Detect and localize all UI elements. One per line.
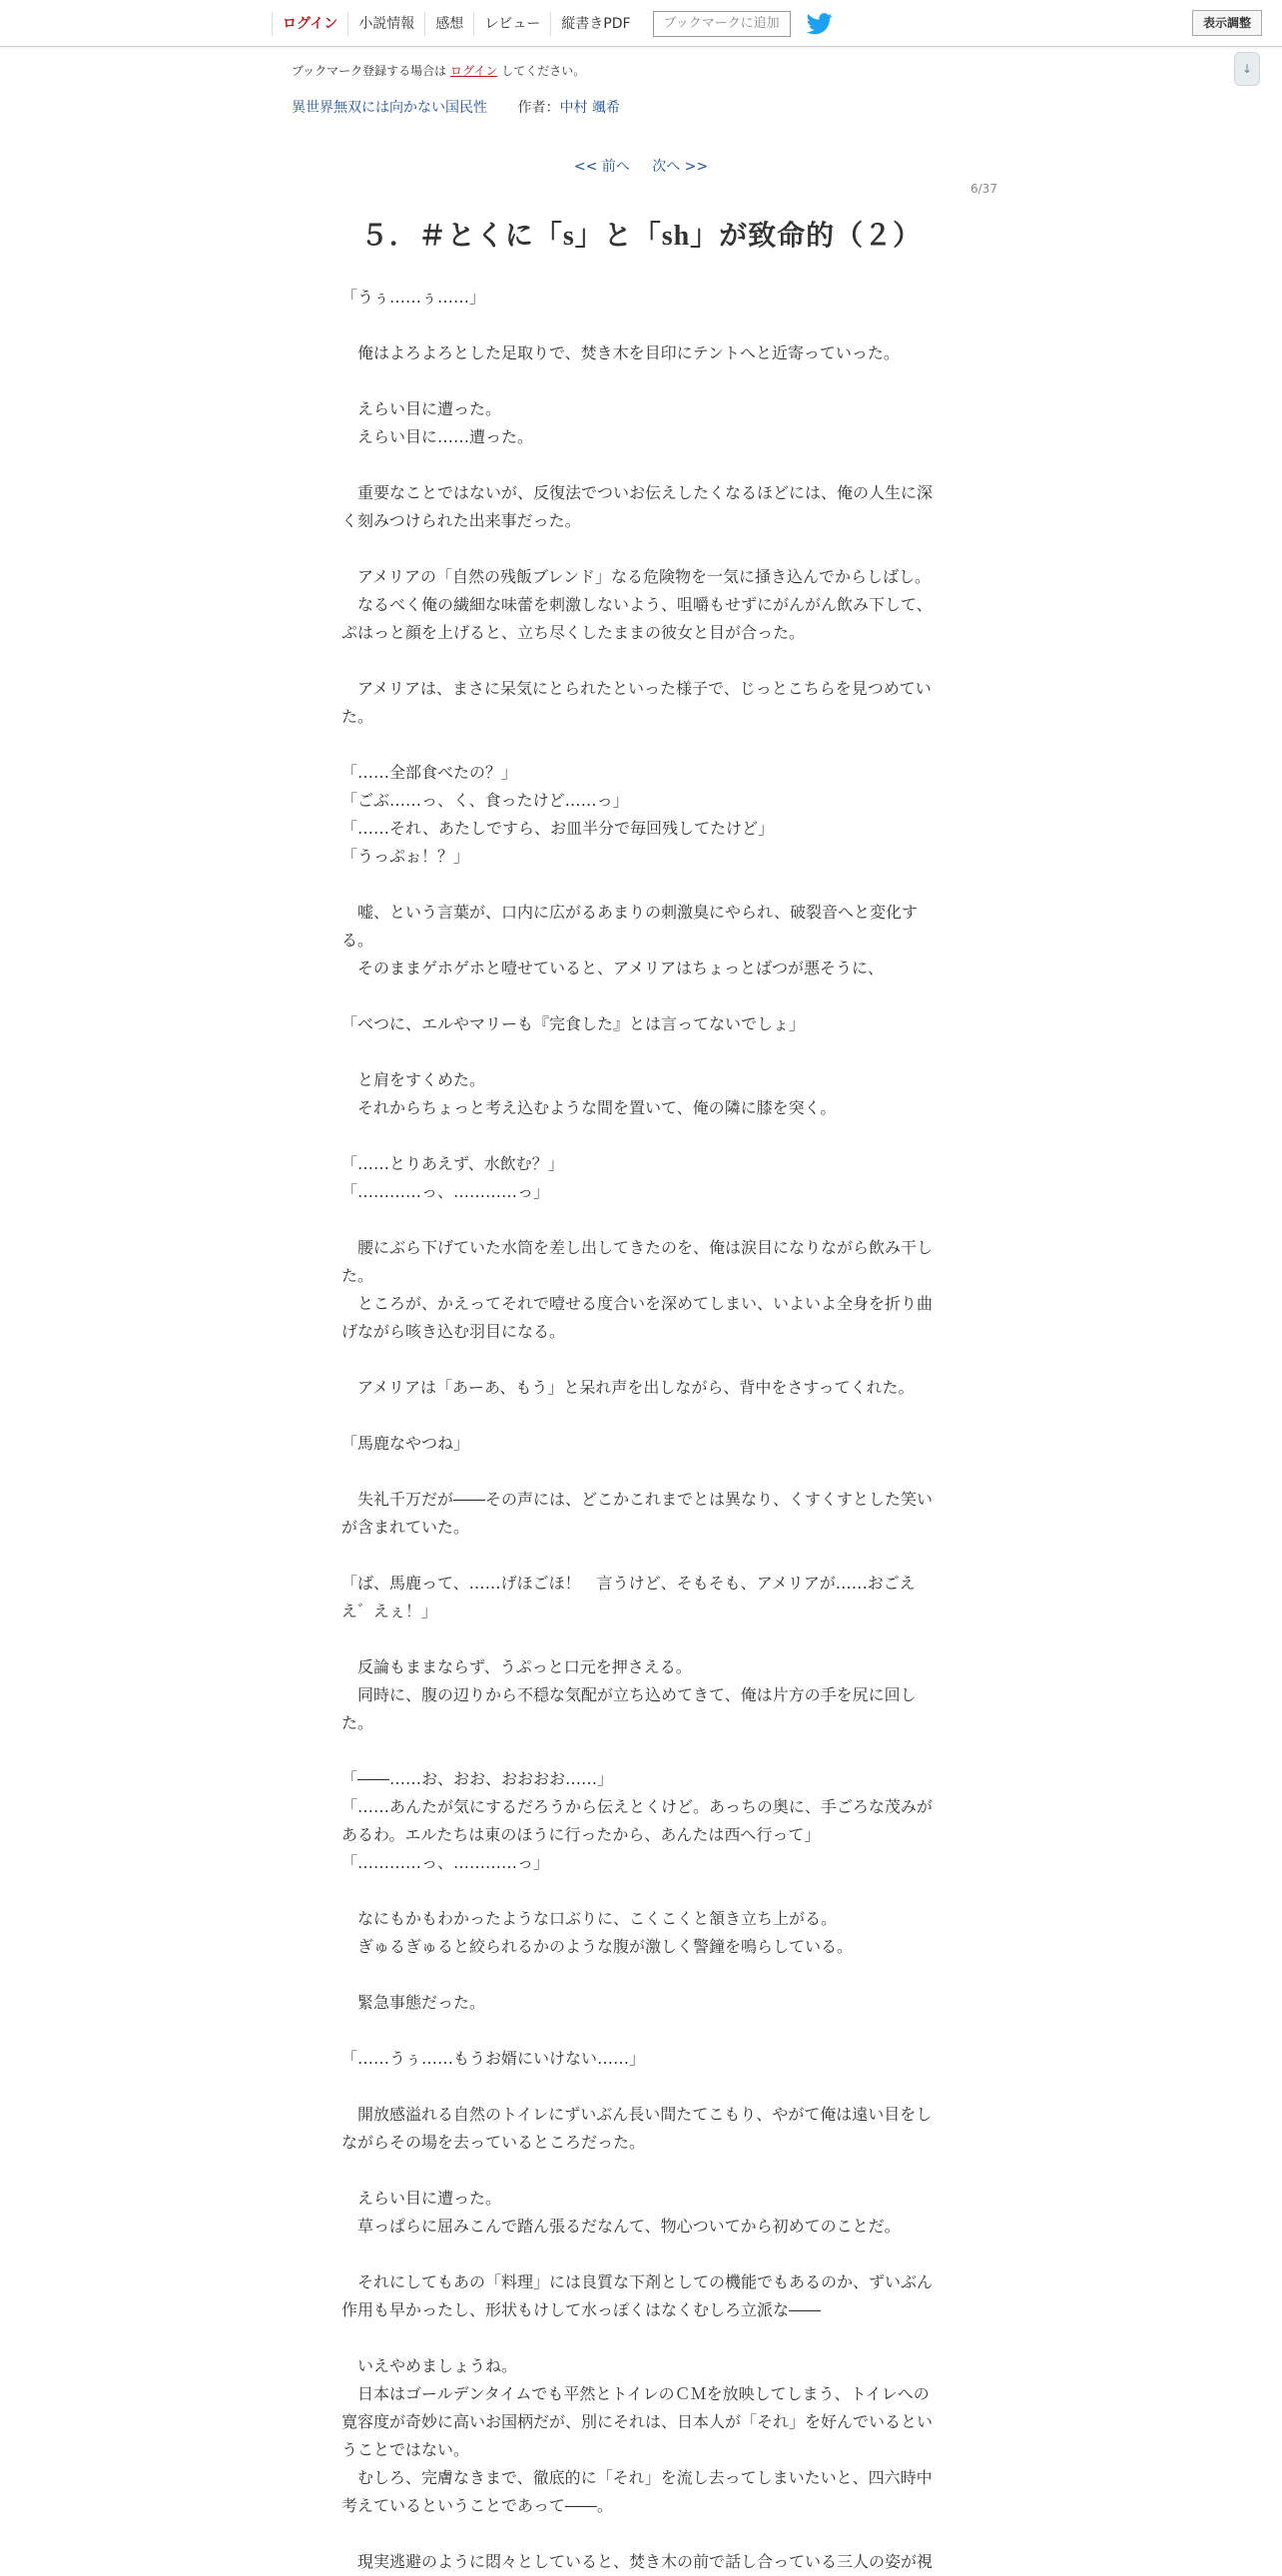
body-paragraph — [341, 451, 937, 479]
body-paragraph — [341, 2324, 937, 2352]
body-paragraph: 重要なことではないが、反復法でついお伝えしたくなるほどには、俺の人生に深く刻みつけられた出来事だった。 — [341, 483, 934, 530]
body-paragraph: 「……うぅ……もうお婿にいけない……」 — [341, 2049, 646, 2068]
body-paragraph: 「……あんたが気にするだろうから伝えとくけど。あっちの奥に、手ごろな茂みがあるわ。エルたちは東のほうに行ったから、あんたは西へ行って」 — [341, 1797, 933, 1844]
body-paragraph — [341, 312, 937, 339]
body-paragraph — [341, 2157, 937, 2185]
body-paragraph: 「馬鹿なやつね」 — [341, 1434, 470, 1453]
body-paragraph: 俺はよろよろとした足取りで、焚き木を目印にテントへと近寄っていった。 — [341, 343, 900, 362]
body-paragraph: 「ごぶ……っ、く、食ったけど……っ」 — [341, 791, 629, 810]
body-paragraph: えらい目に遭った。 — [341, 399, 502, 418]
body-paragraph: なにもかもわかったような口ぶりに、こくこくと頷き立ち上がる。 — [341, 1909, 838, 1928]
body-paragraph — [341, 1625, 937, 1653]
novel-body — [341, 284, 937, 2576]
body-paragraph: アメリアの「自然の残飯ブレンド」なる危険物を一気に掻き込んでからしばし。 — [341, 567, 932, 586]
body-paragraph — [341, 1122, 937, 1150]
body-paragraph: 「ば、馬鹿って、……げほごほ！ 言うけど、そもそも、アメリアが……おごええ゛えぇ！」 — [341, 1574, 916, 1620]
author-link[interactable]: 中村 颯希 — [559, 100, 620, 116]
nav-vertical-pdf[interactable]: 縦書きPDF — [550, 12, 640, 36]
body-paragraph: むしろ、完膚なきまで、徹底的に「それ」を流し去ってしまいたいと、四六時中考えているということであって――。 — [341, 2468, 933, 2515]
body-paragraph: そのままゲホゲホと噎せていると、アメリアはちょっとばつが悪そうに、 — [341, 959, 885, 977]
body-paragraph — [341, 1402, 937, 1430]
header-nav — [272, 12, 833, 36]
body-paragraph — [341, 2241, 937, 2268]
body-paragraph: 「うぅ……ぅ……」 — [341, 288, 486, 307]
body-paragraph: アメリアは「あーあ、もう」と呆れ声を出しながら、背中をさすってくれた。 — [341, 1378, 915, 1397]
body-paragraph: 緊急事態だった。 — [341, 1993, 486, 2012]
body-paragraph — [341, 1206, 937, 1234]
body-paragraph — [341, 1961, 937, 1989]
bookmark-notice-after: してください。 — [501, 64, 586, 78]
episode-pager — [0, 156, 1282, 176]
body-paragraph: それからちょっと考え込むような間を置いて、俺の隣に膝を突く。 — [341, 1098, 837, 1117]
body-paragraph: 「うっぷぉ！？」 — [341, 847, 470, 866]
body-paragraph: えらい目に遭った。 — [341, 2189, 502, 2208]
body-paragraph: えらい目に……遭った。 — [341, 427, 534, 446]
body-paragraph — [341, 982, 937, 1010]
body-paragraph — [341, 1737, 937, 1765]
next-episode-link[interactable]: 次へ >> — [652, 159, 709, 175]
body-paragraph — [341, 731, 937, 759]
body-paragraph — [341, 647, 937, 675]
body-paragraph: 「……とりあえず、水飲む？」 — [341, 1154, 564, 1173]
twitter-icon[interactable] — [807, 13, 833, 35]
body-paragraph: ぎゅるぎゅると絞られるかのような腹が激しく警鐘を鳴らしている。 — [341, 1937, 854, 1956]
body-paragraph: 現実逃避のように悶々としていると、焚き木の前で話し合っている三人の姿が視 — [341, 2552, 934, 2571]
scroll-down-tab[interactable]: ↓ — [1234, 52, 1260, 86]
body-paragraph — [341, 1038, 937, 1066]
top-header — [0, 0, 1282, 47]
body-paragraph: 「…………っ、…………っ」 — [341, 1182, 550, 1201]
bookmark-notice-before: ブックマーク登録する場合は — [292, 64, 447, 78]
body-paragraph: 「……全部食べたの？」 — [341, 763, 518, 782]
body-paragraph: 腰にぶら下げていた水筒を差し出してきたのを、俺は涙目になりながら飲み干した。 — [341, 1238, 934, 1285]
novel-title-link[interactable]: 異世界無双には向かない国民性 — [292, 100, 487, 116]
body-paragraph — [341, 1542, 937, 1570]
body-paragraph — [341, 2073, 937, 2101]
body-paragraph: 「……それ、あたしですら、お皿半分で毎回残してたけど」 — [341, 819, 774, 838]
body-paragraph: 日本はゴールデンタイムでも平然とトイレのＣＭを放映してしまう、トイレへの寛容度が奇妙に高いお国柄だが、別にそれは、日本人が「それ」を好んでいるということではない。 — [341, 2384, 934, 2459]
nav-impressions[interactable]: 感想 — [424, 12, 473, 36]
episode-counter: 6/37 — [970, 182, 997, 196]
body-paragraph: 「――……お、おお、おおおお……」 — [341, 1769, 614, 1788]
body-paragraph — [341, 535, 937, 563]
body-paragraph: 草っぱらに屈みこんで踏ん張るだなんて、物心ついてから初めてのことだ。 — [341, 2217, 901, 2236]
body-paragraph: それにしてもあの「料理」には良質な下剤としての機能でもあるのか、ずいぶん作用も早かったし、形状もけして水っぽくはなくむしろ立派な―― — [341, 2272, 934, 2319]
body-paragraph: と肩をすくめた。 — [341, 1070, 486, 1089]
body-paragraph — [341, 2520, 937, 2548]
add-bookmark-button[interactable]: ブックマークに追加 — [653, 11, 791, 37]
body-paragraph: いえやめましょうね。 — [341, 2356, 518, 2375]
novel-meta — [292, 97, 620, 117]
body-paragraph: なるべく俺の繊細な味蕾を刺激しないよう、咀嚼もせずにがんがん飲み下して、ぷはっと顔を上げると、立ち尽くしたままの彼女と目が合った。 — [341, 595, 933, 642]
body-paragraph: 同時に、腹の辺りから不穏な気配が立ち込めてきて、俺は片方の手を尻に回した。 — [341, 1685, 917, 1732]
body-paragraph: アメリアは、まさに呆気にとられたといった様子で、じっとこちらを見つめていた。 — [341, 679, 932, 726]
body-paragraph: ところが、かえってそれで噎せる度合いを深めてしまい、いよいよ全身を折り曲げながら咳き込む羽目になる。 — [341, 1294, 934, 1341]
nav-login[interactable]: ログイン — [272, 12, 347, 36]
bookmark-notice-login-link[interactable]: ログイン — [450, 64, 498, 78]
body-paragraph: 嘘、という言葉が、口内に広がるあまりの刺激臭にやられ、破裂音へと変化する。 — [341, 903, 918, 950]
body-paragraph — [341, 1346, 937, 1374]
display-settings-button[interactable]: 表示調整 — [1192, 10, 1262, 36]
body-paragraph — [341, 1877, 937, 1905]
chapter-title: ５．＃とくに「s」と「sh」が致命的（２） — [359, 221, 923, 252]
bookmark-notice — [292, 62, 585, 79]
body-paragraph: 「…………っ、…………っ」 — [341, 1853, 550, 1872]
body-paragraph: 開放感溢れる自然のトイレにずいぶん長い間たてこもり、やがて俺は遠い目をしながらその場を去っているところだった。 — [341, 2105, 933, 2152]
nav-review[interactable]: レビュー — [473, 12, 550, 36]
body-paragraph — [341, 871, 937, 899]
body-paragraph — [341, 1458, 937, 1486]
body-paragraph — [341, 2017, 937, 2045]
author-label: 作者： — [517, 100, 560, 116]
body-paragraph — [341, 367, 937, 395]
body-paragraph: 「べつに、エルやマリーも『完食した』とは言ってないでしょ」 — [341, 1014, 806, 1033]
body-paragraph: 反論もままならず、うぷっと口元を押さえる。 — [341, 1657, 692, 1676]
nav-novel-info[interactable]: 小説情報 — [347, 12, 424, 36]
prev-episode-link[interactable]: << 前へ — [573, 159, 630, 175]
body-paragraph: 失礼千万だが――その声には、どこかこれまでとは異なり、くすくすとした笑いが含まれていた。 — [341, 1490, 934, 1537]
